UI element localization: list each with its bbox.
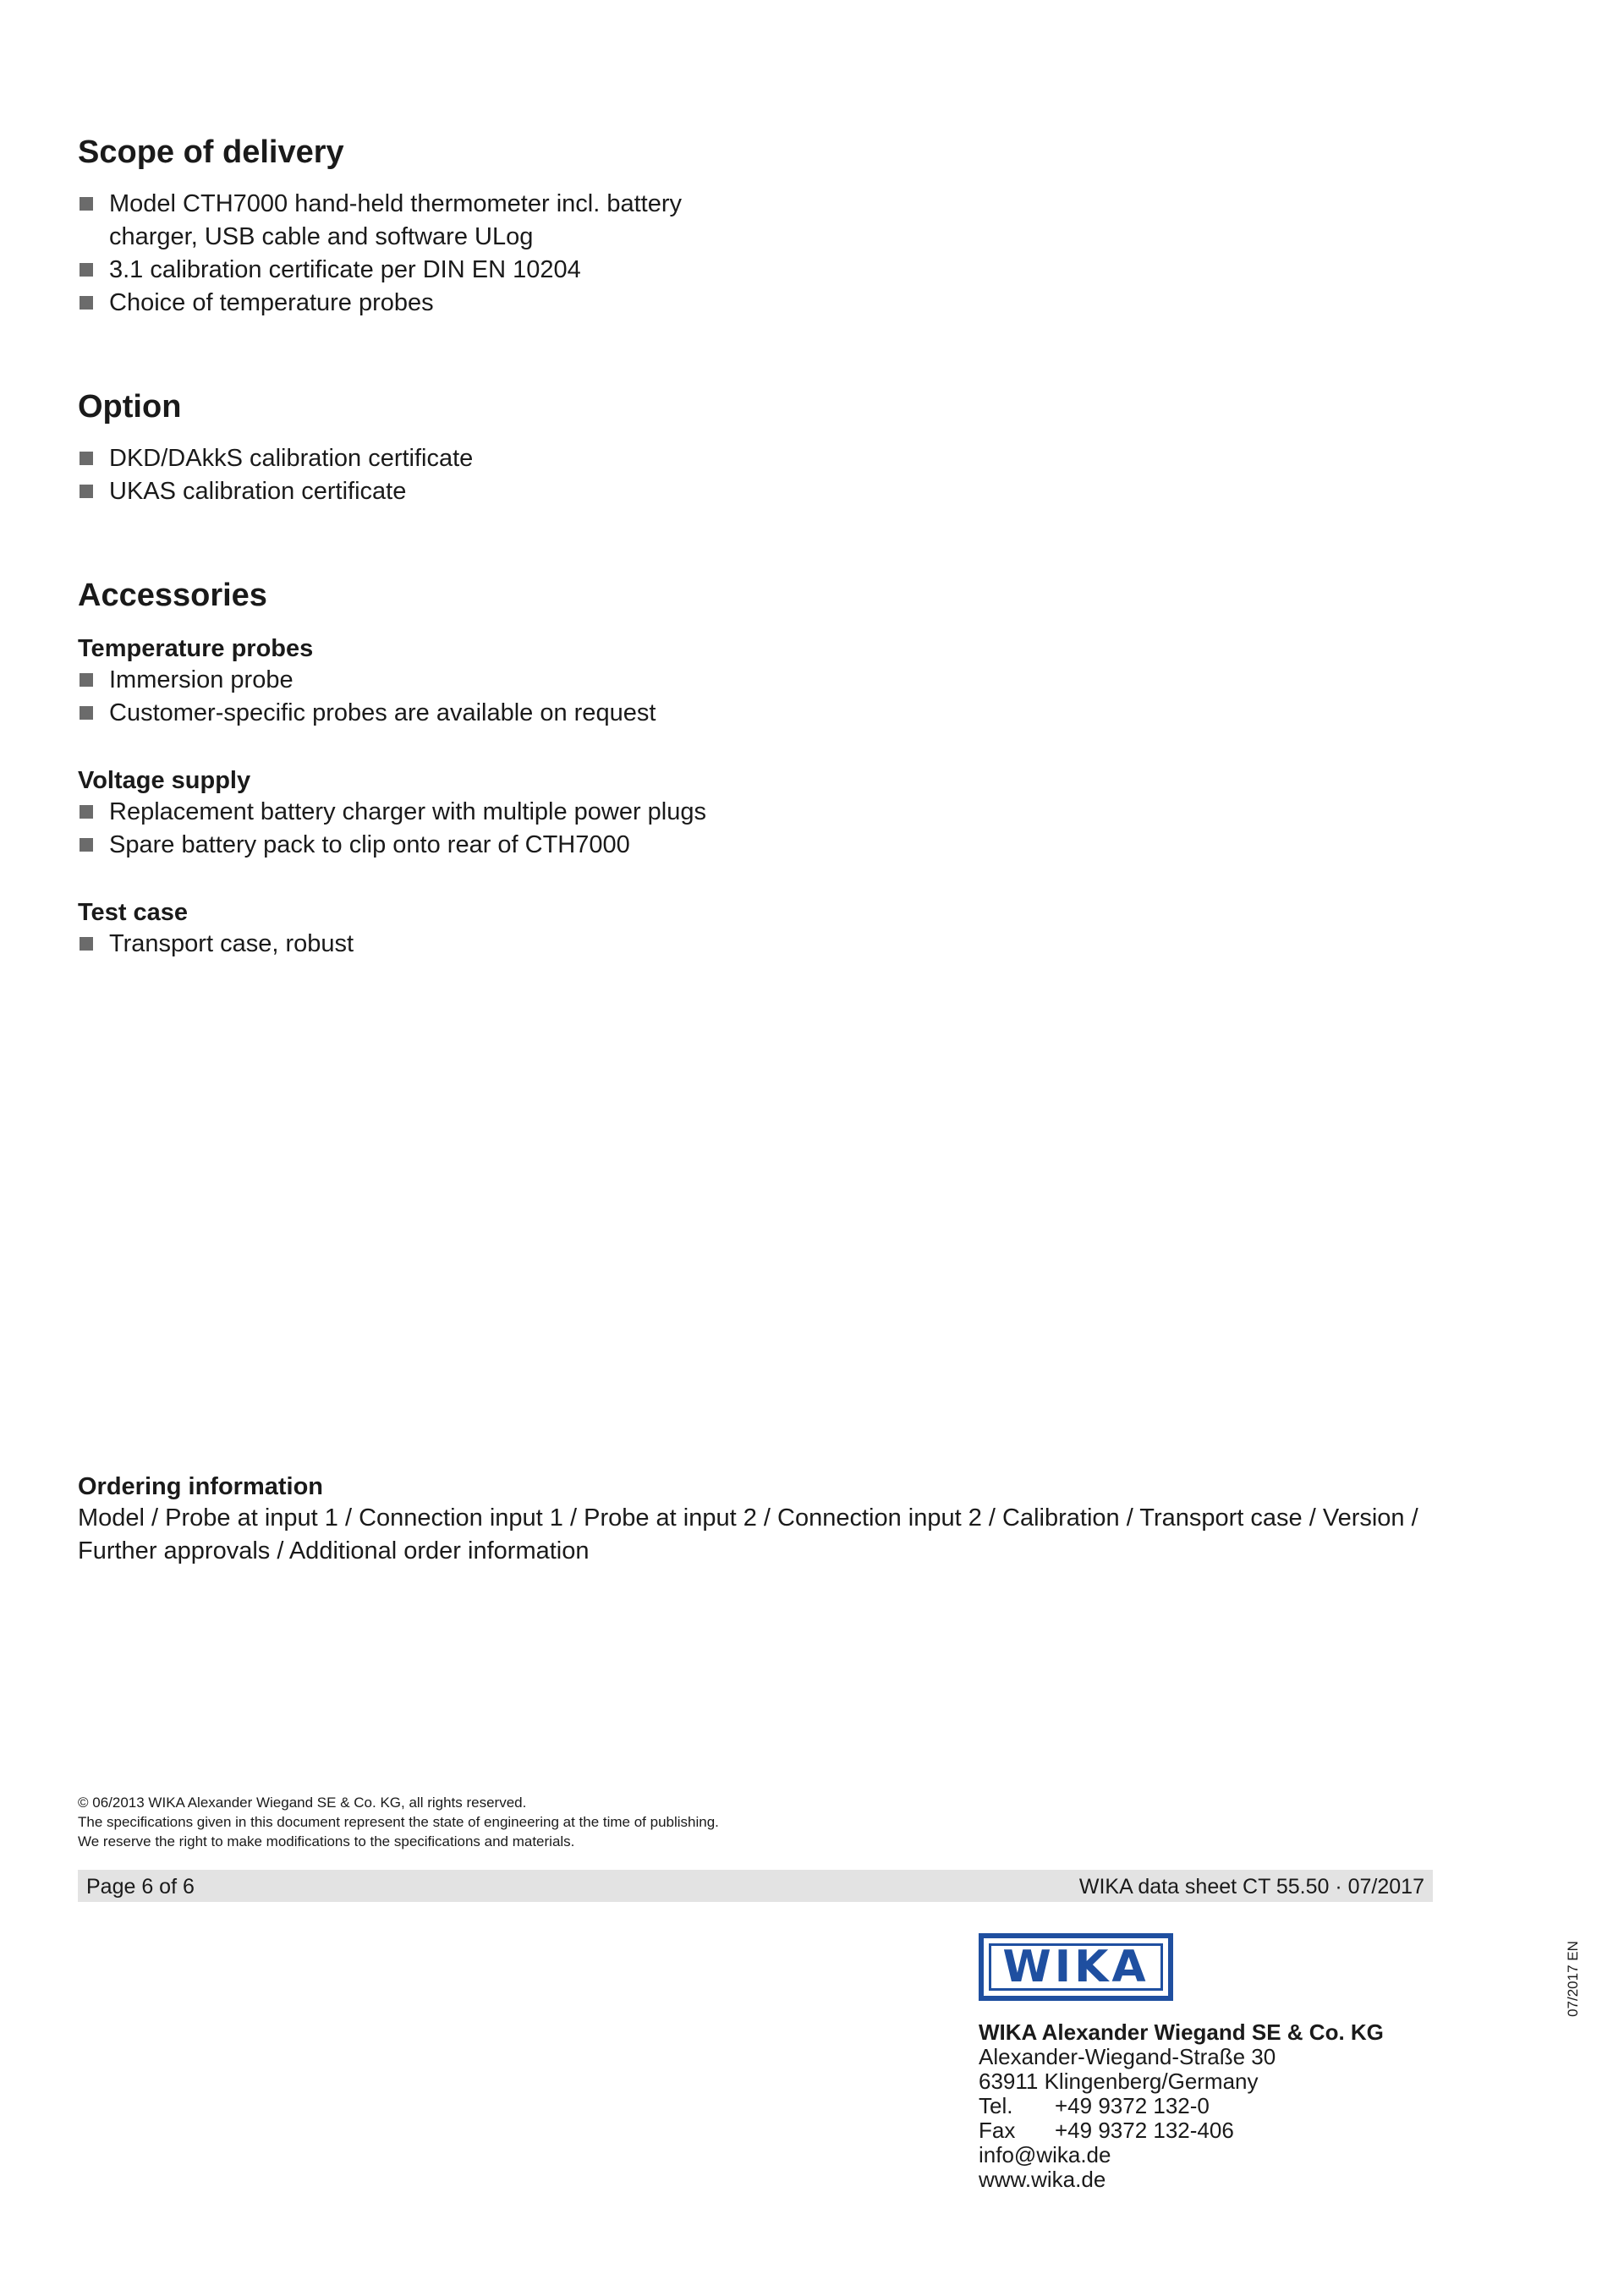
copyright-notice <box>78 1793 719 1851</box>
list-item-text: Spare battery pack to clip onto rear of CTH7000 <box>109 831 630 858</box>
subheading-voltage-supply: Voltage supply <box>78 767 251 794</box>
subheading-test-case: Test case <box>78 899 189 926</box>
list-item-text: Transport case, robust <box>109 930 354 957</box>
bullet-square-icon <box>80 197 93 211</box>
ordering-line-1: Model / Probe at input 1 / Connection input 1 / Probe at input 2 / Connection input 2 / Calibration / Transport case / Version / <box>78 1504 1418 1532</box>
list-item <box>78 442 473 475</box>
list-item <box>78 664 656 697</box>
test-case-list <box>78 928 354 961</box>
heading-accessories: Accessories <box>78 578 267 613</box>
option-list <box>78 442 473 508</box>
ordering-information-text <box>78 1502 1448 1568</box>
bullet-square-icon <box>80 673 93 687</box>
list-item-text: Immersion probe <box>109 666 294 693</box>
list-item <box>78 928 354 961</box>
voltage-supply-list <box>78 796 706 862</box>
list-item <box>78 475 473 508</box>
list-item-text: Customer-specific probes are available on request <box>109 699 656 726</box>
list-item-text-continued: charger, USB cable and software ULog <box>109 223 534 250</box>
list-item-text: Replacement battery charger with multiple power plugs <box>109 798 707 825</box>
list-item <box>78 697 656 730</box>
bullet-square-icon <box>80 485 93 498</box>
modifications-note: We reserve the right to make modifications to the specifications and materials. <box>78 1833 575 1849</box>
list-item <box>78 254 682 287</box>
ordering-line-2: Further approvals / Additional order information <box>78 1537 590 1564</box>
heading-scope-of-delivery: Scope of delivery <box>78 134 344 170</box>
bullet-square-icon <box>80 452 93 465</box>
company-address <box>979 2020 1384 2192</box>
bullet-square-icon <box>80 805 93 819</box>
bullet-square-icon <box>80 706 93 720</box>
list-item <box>78 829 706 862</box>
vertical-date-code: 07/2017 EN <box>1565 1941 1581 2017</box>
heading-option: Option <box>78 389 182 425</box>
bullet-square-icon <box>80 937 93 951</box>
list-item-text: Choice of temperature probes <box>109 289 434 316</box>
company-email: info@wika.de <box>979 2142 1111 2167</box>
list-item-text: Model CTH7000 hand-held thermometer incl. battery <box>109 190 682 217</box>
bullet-square-icon <box>80 838 93 852</box>
subheading-temperature-probes: Temperature probes <box>78 635 314 662</box>
subheading-ordering-information: Ordering information <box>78 1473 323 1500</box>
list-item-text: DKD/DAkkS calibration certificate <box>109 445 474 472</box>
phone-label: Tel. <box>979 2093 1013 2118</box>
company-website: www.wika.de <box>979 2167 1106 2192</box>
company-phone <box>979 2094 1384 2118</box>
list-item <box>78 287 682 320</box>
bullet-square-icon <box>80 296 93 310</box>
footer-bar <box>78 1870 1433 1902</box>
list-item-text: 3.1 calibration certificate per DIN EN 10204 <box>109 256 581 283</box>
scope-list <box>78 188 682 320</box>
data-sheet-reference: WIKA data sheet CT 55.50 · 07/2017 <box>1078 1875 1424 1899</box>
company-fax <box>979 2118 1384 2143</box>
company-street: Alexander-Wiegand-Straße 30 <box>979 2044 1276 2069</box>
list-item <box>78 796 706 829</box>
copyright-line: © 06/2013 WIKA Alexander Wiegand SE & Co. KG, all rights reserved. <box>78 1795 527 1811</box>
company-name: WIKA Alexander Wiegand SE & Co. KG <box>979 2019 1384 2045</box>
wika-logo-text: WIKA <box>989 1943 1163 1991</box>
specifications-note: The specifications given in this document represent the state of engineering at the time of publishing. <box>78 1814 719 1830</box>
wika-logo <box>979 1933 1173 2001</box>
list-item <box>78 188 682 254</box>
page-number: Page 6 of 6 <box>86 1875 195 1899</box>
company-city: 63911 Klingenberg/Germany <box>979 2069 1259 2094</box>
bullet-square-icon <box>80 263 93 277</box>
phone-number: +49 9372 132-0 <box>1055 2093 1210 2118</box>
fax-label: Fax <box>979 2118 1016 2143</box>
list-item-text: UKAS calibration certificate <box>109 478 407 505</box>
temperature-probes-list <box>78 664 656 730</box>
fax-number: +49 9372 132-406 <box>1055 2118 1234 2143</box>
